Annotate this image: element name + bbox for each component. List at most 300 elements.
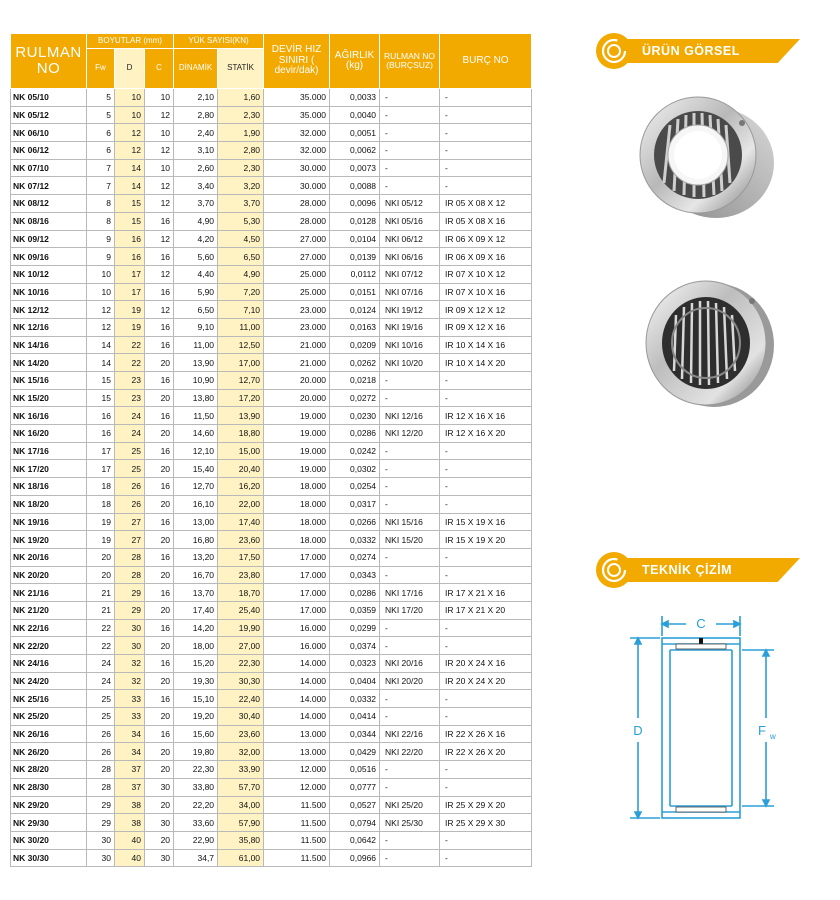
cell-rulman-no: NK 30/30 [11, 849, 87, 867]
cell-rulman-no-burcsuz: - [380, 761, 440, 779]
cell-statik: 32,00 [218, 743, 264, 761]
cell-dinamik: 11,50 [174, 407, 218, 425]
cell-c: 16 [145, 336, 174, 354]
cell-fw: 6 [87, 124, 115, 142]
cell-statik: 2,30 [218, 106, 264, 124]
cell-rulman-no: NK 10/12 [11, 265, 87, 283]
cell-rulman-no: NK 08/12 [11, 195, 87, 213]
cell-devir-hiz: 23.000 [264, 301, 330, 319]
cell-fw: 30 [87, 831, 115, 849]
cell-rulman-no-burcsuz: NKI 25/20 [380, 796, 440, 814]
cell-fw: 20 [87, 548, 115, 566]
cell-burc-no: IR 06 X 09 X 12 [440, 230, 532, 248]
cell-burc-no: IR 07 X 10 X 12 [440, 265, 532, 283]
cell-statik: 17,20 [218, 389, 264, 407]
cell-fw: 21 [87, 601, 115, 619]
cell-c: 16 [145, 478, 174, 496]
cell-fw: 29 [87, 814, 115, 832]
cell-statik: 17,50 [218, 548, 264, 566]
cell-devir-hiz: 17.000 [264, 584, 330, 602]
cell-burc-no: - [440, 389, 532, 407]
cell-agirlik: 0,0323 [330, 655, 380, 673]
cell-c: 16 [145, 372, 174, 390]
cell-d: 40 [115, 849, 145, 867]
cell-devir-hiz: 27.000 [264, 248, 330, 266]
cell-dinamik: 9,10 [174, 318, 218, 336]
cell-burc-no: - [440, 690, 532, 708]
cell-agirlik: 0,0286 [330, 425, 380, 443]
cell-fw: 16 [87, 407, 115, 425]
cell-d: 30 [115, 637, 145, 655]
cell-dinamik: 4,20 [174, 230, 218, 248]
cell-burc-no: IR 12 X 16 X 20 [440, 425, 532, 443]
cell-fw: 7 [87, 159, 115, 177]
cell-fw: 6 [87, 142, 115, 160]
cell-rulman-no: NK 26/20 [11, 743, 87, 761]
cell-agirlik: 0,0286 [330, 584, 380, 602]
cell-agirlik: 0,0128 [330, 212, 380, 230]
table-row [11, 248, 532, 266]
cell-fw: 28 [87, 761, 115, 779]
cell-d: 28 [115, 566, 145, 584]
cell-dinamik: 33,60 [174, 814, 218, 832]
cell-devir-hiz: 21.000 [264, 336, 330, 354]
cell-fw: 12 [87, 301, 115, 319]
cell-burc-no: - [440, 124, 532, 142]
cell-c: 20 [145, 531, 174, 549]
cell-burc-no: - [440, 566, 532, 584]
cell-agirlik: 0,0404 [330, 672, 380, 690]
cell-rulman-no-burcsuz: NKI 07/12 [380, 265, 440, 283]
cell-rulman-no-burcsuz: - [380, 159, 440, 177]
cell-rulman-no: NK 18/20 [11, 495, 87, 513]
cell-d: 24 [115, 407, 145, 425]
bearing-logo-icon [596, 552, 632, 588]
cell-rulman-no-burcsuz: NKI 07/16 [380, 283, 440, 301]
cell-d: 29 [115, 584, 145, 602]
cell-devir-hiz: 25.000 [264, 283, 330, 301]
cell-rulman-no: NK 10/16 [11, 283, 87, 301]
cell-fw: 7 [87, 177, 115, 195]
cell-rulman-no-burcsuz: NKI 17/20 [380, 601, 440, 619]
cell-dinamik: 4,90 [174, 212, 218, 230]
cell-statik: 3,70 [218, 195, 264, 213]
table-row [11, 336, 532, 354]
cell-rulman-no: NK 14/16 [11, 336, 87, 354]
cell-dinamik: 13,80 [174, 389, 218, 407]
table-row [11, 89, 532, 107]
cell-c: 30 [145, 814, 174, 832]
cell-burc-no: - [440, 637, 532, 655]
table-row [11, 778, 532, 796]
cell-fw: 26 [87, 725, 115, 743]
cell-rulman-no-burcsuz: - [380, 637, 440, 655]
header-devir-hiz: DEVİR HIZ SINIRI ( devir/dak) [264, 34, 330, 89]
cell-devir-hiz: 18.000 [264, 531, 330, 549]
cell-statik: 1,60 [218, 89, 264, 107]
cell-dinamik: 3,70 [174, 195, 218, 213]
cell-d: 27 [115, 531, 145, 549]
cell-statik: 1,90 [218, 124, 264, 142]
cell-burc-no: - [440, 761, 532, 779]
cell-fw: 8 [87, 195, 115, 213]
cell-rulman-no: NK 15/16 [11, 372, 87, 390]
cell-devir-hiz: 14.000 [264, 690, 330, 708]
cell-fw: 15 [87, 372, 115, 390]
cell-fw: 18 [87, 478, 115, 496]
cell-agirlik: 0,0966 [330, 849, 380, 867]
cell-statik: 20,40 [218, 460, 264, 478]
cell-rulman-no: NK 15/20 [11, 389, 87, 407]
table-row [11, 513, 532, 531]
cell-c: 16 [145, 407, 174, 425]
cell-statik: 34,00 [218, 796, 264, 814]
cell-d: 10 [115, 89, 145, 107]
cell-d: 24 [115, 425, 145, 443]
cell-rulman-no: NK 28/20 [11, 761, 87, 779]
cell-c: 16 [145, 513, 174, 531]
table-row [11, 849, 532, 867]
cell-fw: 26 [87, 743, 115, 761]
table-row [11, 177, 532, 195]
cell-c: 16 [145, 619, 174, 637]
table-row [11, 743, 532, 761]
cell-rulman-no-burcsuz: - [380, 708, 440, 726]
cell-dinamik: 6,50 [174, 301, 218, 319]
table-row [11, 142, 532, 160]
cell-dinamik: 12,10 [174, 442, 218, 460]
cell-d: 38 [115, 796, 145, 814]
cell-d: 12 [115, 142, 145, 160]
cell-devir-hiz: 18.000 [264, 495, 330, 513]
cell-burc-no: - [440, 849, 532, 867]
header-rulman-no: RULMAN NO [11, 34, 87, 89]
cell-agirlik: 0,0124 [330, 301, 380, 319]
cell-devir-hiz: 11.500 [264, 831, 330, 849]
cell-statik: 6,50 [218, 248, 264, 266]
cell-d: 27 [115, 513, 145, 531]
cell-agirlik: 0,0062 [330, 142, 380, 160]
cell-rulman-no: NK 19/16 [11, 513, 87, 531]
cell-c: 16 [145, 655, 174, 673]
cell-dinamik: 10,90 [174, 372, 218, 390]
cell-dinamik: 12,70 [174, 478, 218, 496]
cell-statik: 16,20 [218, 478, 264, 496]
header-statik: STATİK [218, 49, 264, 89]
cell-fw: 19 [87, 531, 115, 549]
cell-rulman-no-burcsuz: - [380, 548, 440, 566]
cell-agirlik: 0,0414 [330, 708, 380, 726]
spec-table-body [11, 89, 532, 867]
cell-statik: 23,60 [218, 531, 264, 549]
cell-d: 15 [115, 212, 145, 230]
cell-dinamik: 14,20 [174, 619, 218, 637]
cell-burc-no: IR 12 X 16 X 16 [440, 407, 532, 425]
cell-devir-hiz: 14.000 [264, 655, 330, 673]
cell-c: 20 [145, 566, 174, 584]
cell-burc-no: IR 05 X 08 X 16 [440, 212, 532, 230]
cell-c: 20 [145, 831, 174, 849]
table-row [11, 230, 532, 248]
cell-c: 16 [145, 584, 174, 602]
cell-d: 38 [115, 814, 145, 832]
cell-statik: 7,20 [218, 283, 264, 301]
cell-statik: 19,90 [218, 619, 264, 637]
cell-rulman-no: NK 14/20 [11, 354, 87, 372]
cell-devir-hiz: 12.000 [264, 761, 330, 779]
table-row [11, 159, 532, 177]
table-row [11, 708, 532, 726]
cell-fw: 5 [87, 106, 115, 124]
cell-devir-hiz: 32.000 [264, 142, 330, 160]
cell-d: 23 [115, 389, 145, 407]
cell-rulman-no: NK 09/12 [11, 230, 87, 248]
cell-devir-hiz: 23.000 [264, 318, 330, 336]
cell-d: 30 [115, 619, 145, 637]
cell-rulman-no-burcsuz: NKI 17/16 [380, 584, 440, 602]
cell-burc-no: IR 09 X 12 X 16 [440, 318, 532, 336]
cell-agirlik: 0,0374 [330, 637, 380, 655]
cell-dinamik: 16,70 [174, 566, 218, 584]
cell-dinamik: 15,10 [174, 690, 218, 708]
cell-d: 15 [115, 195, 145, 213]
cell-agirlik: 0,0209 [330, 336, 380, 354]
cell-fw: 10 [87, 283, 115, 301]
cell-fw: 9 [87, 248, 115, 266]
cell-burc-no: IR 20 X 24 X 20 [440, 672, 532, 690]
cell-burc-no: IR 10 X 14 X 16 [440, 336, 532, 354]
cell-burc-no: - [440, 619, 532, 637]
cell-statik: 15,00 [218, 442, 264, 460]
cell-burc-no: IR 15 X 19 X 20 [440, 531, 532, 549]
cell-devir-hiz: 13.000 [264, 725, 330, 743]
cell-agirlik: 0,0218 [330, 372, 380, 390]
cell-rulman-no-burcsuz: - [380, 566, 440, 584]
cell-statik: 61,00 [218, 849, 264, 867]
cell-devir-hiz: 32.000 [264, 124, 330, 142]
cell-d: 26 [115, 495, 145, 513]
cell-d: 16 [115, 230, 145, 248]
cell-agirlik: 0,0242 [330, 442, 380, 460]
cell-burc-no: IR 25 X 29 X 20 [440, 796, 532, 814]
cell-c: 12 [145, 106, 174, 124]
cell-devir-hiz: 19.000 [264, 407, 330, 425]
cell-burc-no: - [440, 460, 532, 478]
cell-rulman-no: NK 24/20 [11, 672, 87, 690]
cell-statik: 30,30 [218, 672, 264, 690]
cell-rulman-no-burcsuz: - [380, 389, 440, 407]
cell-fw: 12 [87, 318, 115, 336]
table-row [11, 301, 532, 319]
table-row [11, 690, 532, 708]
cell-agirlik: 0,0033 [330, 89, 380, 107]
cell-burc-no: - [440, 708, 532, 726]
cell-statik: 2,30 [218, 159, 264, 177]
cell-statik: 23,80 [218, 566, 264, 584]
header-fw: Fw [87, 49, 115, 89]
cell-c: 16 [145, 248, 174, 266]
header-d: D [115, 49, 145, 89]
cell-devir-hiz: 28.000 [264, 212, 330, 230]
cell-fw: 18 [87, 495, 115, 513]
cell-burc-no: - [440, 478, 532, 496]
cell-agirlik: 0,0516 [330, 761, 380, 779]
cell-statik: 22,30 [218, 655, 264, 673]
cell-rulman-no: NK 21/20 [11, 601, 87, 619]
cell-agirlik: 0,0274 [330, 548, 380, 566]
cell-rulman-no: NK 05/12 [11, 106, 87, 124]
cell-d: 25 [115, 460, 145, 478]
cell-statik: 17,00 [218, 354, 264, 372]
cell-statik: 13,90 [218, 407, 264, 425]
cell-agirlik: 0,0262 [330, 354, 380, 372]
cell-burc-no: - [440, 177, 532, 195]
cell-dinamik: 2,80 [174, 106, 218, 124]
table-row [11, 495, 532, 513]
cell-d: 37 [115, 778, 145, 796]
cell-burc-no: IR 22 X 26 X 20 [440, 743, 532, 761]
cell-rulman-no: NK 26/16 [11, 725, 87, 743]
cell-fw: 24 [87, 655, 115, 673]
cell-d: 12 [115, 124, 145, 142]
table-row [11, 531, 532, 549]
cell-d: 33 [115, 708, 145, 726]
cell-c: 16 [145, 212, 174, 230]
dim-label-fw: F [758, 723, 766, 738]
cell-c: 20 [145, 796, 174, 814]
cell-rulman-no-burcsuz: NKI 10/16 [380, 336, 440, 354]
cell-rulman-no: NK 29/20 [11, 796, 87, 814]
cell-burc-no: IR 25 X 29 X 30 [440, 814, 532, 832]
cell-c: 10 [145, 159, 174, 177]
cell-rulman-no: NK 25/20 [11, 708, 87, 726]
cell-devir-hiz: 27.000 [264, 230, 330, 248]
cell-agirlik: 0,0777 [330, 778, 380, 796]
cell-devir-hiz: 35.000 [264, 106, 330, 124]
dim-label-fw-sub: w [770, 732, 776, 741]
cell-d: 29 [115, 601, 145, 619]
cell-agirlik: 0,0163 [330, 318, 380, 336]
table-row [11, 566, 532, 584]
cell-d: 17 [115, 283, 145, 301]
cell-d: 19 [115, 318, 145, 336]
cell-devir-hiz: 18.000 [264, 513, 330, 531]
cell-rulman-no-burcsuz: NKI 06/16 [380, 248, 440, 266]
cell-dinamik: 13,90 [174, 354, 218, 372]
cell-c: 12 [145, 301, 174, 319]
bearing-spec-table [10, 33, 532, 867]
cell-rulman-no-burcsuz: - [380, 106, 440, 124]
cell-devir-hiz: 30.000 [264, 159, 330, 177]
cell-rulman-no: NK 25/16 [11, 690, 87, 708]
cell-c: 16 [145, 318, 174, 336]
cell-d: 22 [115, 354, 145, 372]
cell-dinamik: 15,40 [174, 460, 218, 478]
cell-dinamik: 22,30 [174, 761, 218, 779]
urun-gorsel-banner [596, 37, 800, 65]
table-row [11, 548, 532, 566]
cell-devir-hiz: 21.000 [264, 354, 330, 372]
header-burc-no: BURÇ NO [440, 34, 532, 89]
cell-dinamik: 18,00 [174, 637, 218, 655]
cell-rulman-no: NK 22/20 [11, 637, 87, 655]
cell-fw: 10 [87, 265, 115, 283]
cell-burc-no: IR 22 X 26 X 16 [440, 725, 532, 743]
table-row [11, 672, 532, 690]
cell-rulman-no-burcsuz: - [380, 495, 440, 513]
cell-rulman-no-burcsuz: - [380, 177, 440, 195]
cell-devir-hiz: 19.000 [264, 460, 330, 478]
cell-burc-no: - [440, 159, 532, 177]
cell-c: 16 [145, 283, 174, 301]
cell-rulman-no: NK 24/16 [11, 655, 87, 673]
cell-agirlik: 0,0527 [330, 796, 380, 814]
cell-agirlik: 0,0359 [330, 601, 380, 619]
cell-dinamik: 14,60 [174, 425, 218, 443]
technical-drawing [626, 610, 786, 835]
cell-rulman-no: NK 05/10 [11, 89, 87, 107]
bearing-photo-angled [630, 85, 780, 230]
cell-d: 17 [115, 265, 145, 283]
cell-rulman-no: NK 28/30 [11, 778, 87, 796]
cell-agirlik: 0,0332 [330, 531, 380, 549]
cell-rulman-no: NK 18/16 [11, 478, 87, 496]
cell-devir-hiz: 11.500 [264, 796, 330, 814]
cell-agirlik: 0,0302 [330, 460, 380, 478]
table-row [11, 318, 532, 336]
table-row [11, 655, 532, 673]
cell-burc-no: IR 17 X 21 X 16 [440, 584, 532, 602]
cell-agirlik: 0,0096 [330, 195, 380, 213]
cell-d: 19 [115, 301, 145, 319]
cell-dinamik: 4,40 [174, 265, 218, 283]
cell-fw: 15 [87, 389, 115, 407]
cell-burc-no: IR 05 X 08 X 12 [440, 195, 532, 213]
cell-fw: 25 [87, 690, 115, 708]
cell-fw: 20 [87, 566, 115, 584]
cell-dinamik: 16,10 [174, 495, 218, 513]
table-row [11, 425, 532, 443]
cell-d: 37 [115, 761, 145, 779]
cell-burc-no: - [440, 831, 532, 849]
cell-statik: 57,90 [218, 814, 264, 832]
cell-rulman-no-burcsuz: - [380, 849, 440, 867]
cell-devir-hiz: 16.000 [264, 637, 330, 655]
header-boyutlar: BOYUTLAR (mm) [87, 34, 174, 49]
cell-dinamik: 2,10 [174, 89, 218, 107]
cell-devir-hiz: 19.000 [264, 425, 330, 443]
cell-dinamik: 22,20 [174, 796, 218, 814]
cell-rulman-no: NK 17/20 [11, 460, 87, 478]
cell-rulman-no-burcsuz: NKI 25/30 [380, 814, 440, 832]
header-agirlik: AĞIRLIK (kg) [330, 34, 380, 89]
cell-fw: 30 [87, 849, 115, 867]
cell-d: 10 [115, 106, 145, 124]
cell-rulman-no-burcsuz: NKI 19/12 [380, 301, 440, 319]
cell-statik: 33,90 [218, 761, 264, 779]
cell-devir-hiz: 35.000 [264, 89, 330, 107]
cell-d: 16 [115, 248, 145, 266]
cell-statik: 12,70 [218, 372, 264, 390]
header-rulman-no-burcsuz: RULMAN NO (BURÇSUZ) [380, 34, 440, 89]
header-yuk-sayisi: YÜK SAYISI(KN) [174, 34, 264, 49]
cell-rulman-no: NK 12/12 [11, 301, 87, 319]
cell-fw: 14 [87, 354, 115, 372]
table-row [11, 619, 532, 637]
cell-agirlik: 0,0254 [330, 478, 380, 496]
cell-rulman-no-burcsuz: NKI 22/20 [380, 743, 440, 761]
cell-rulman-no-burcsuz: - [380, 142, 440, 160]
